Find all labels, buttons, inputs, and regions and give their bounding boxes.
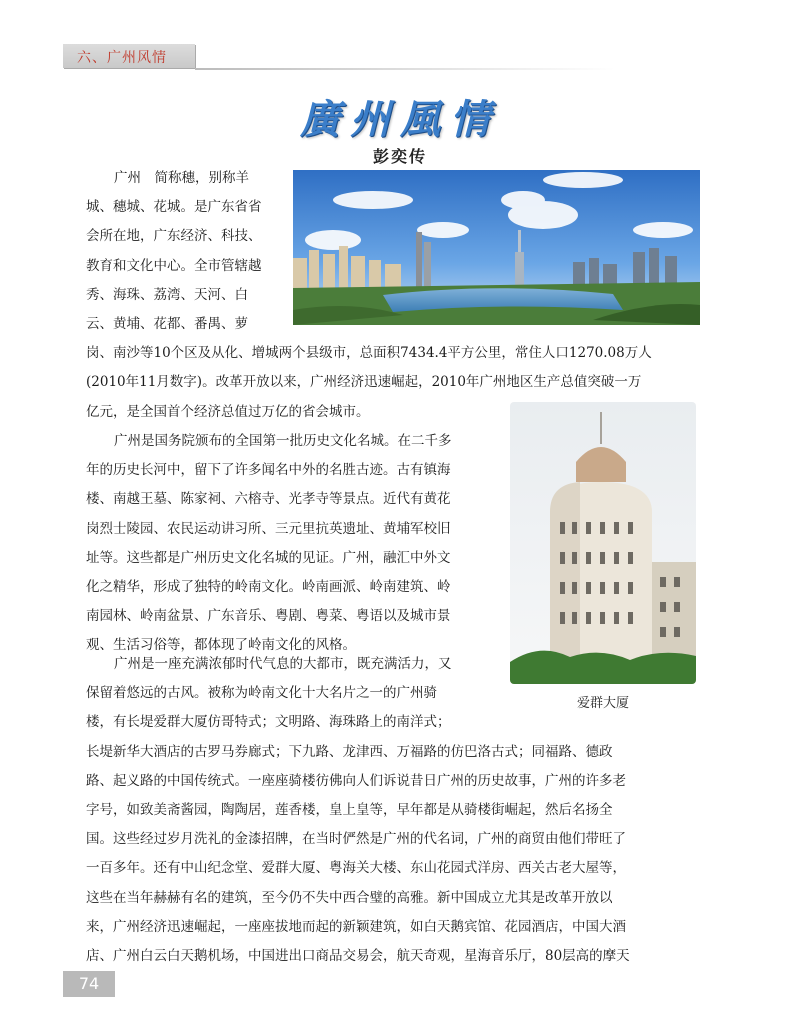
page-number: 74 — [78, 974, 100, 993]
text-line: 这些在当年赫赫有名的建筑，至今仍不失中西合璧的高雅。新中国成立尤其是改革开放以 — [86, 889, 613, 906]
section-tab-label: 六、广州风情 — [77, 50, 167, 66]
article-paragraph-2 — [86, 427, 452, 661]
section-tab — [63, 44, 195, 68]
text-line: 址等。这些都是广州历史文化名城的见证。广州，融汇中外文 — [86, 549, 451, 566]
text-line: 广州是国务院颁布的全国第一批历史文化名城。在二千多 — [114, 433, 452, 449]
text-line: 国。这些经过岁月洗礼的金漆招牌，在当时俨然是广州的代名词，广州的商贸由他们带旺了 — [86, 831, 626, 848]
page-number-badge — [63, 971, 115, 997]
text-line: 化之精华，形成了独特的岭南文化。岭南画派、岭南建筑、岭 — [86, 578, 451, 595]
text-line: 会所在地，广东经济、科技、 — [86, 228, 262, 245]
text-line: 岗烈士陵园、农民运动讲习所、三元里抗英遗址、黄埔军校旧 — [86, 520, 451, 537]
text-line: 亿元，是全国首个经济总值过万亿的省会城市。 — [86, 403, 370, 420]
text-line: 路、起义路的中国传统式。一座座骑楼彷佛向人们诉说昔日广州的历史故事，广州的许多老 — [86, 772, 626, 789]
text-line: 城、穗城、花城。是广东省省 — [86, 199, 262, 216]
text-line: 岗、南沙等10个区及从化、增城两个县级市，总面积7434.4平方公里，常住人口1270.08万人 — [86, 345, 652, 362]
text-line: 字号，如致美斋酱园，陶陶居，莲香楼，皇上皇等，早年都是从骑楼街崛起，然后名扬全 — [86, 801, 613, 818]
article-paragraph-3 — [86, 650, 630, 971]
text-line: 云、黄埔、花都、番禺、萝 — [86, 315, 248, 332]
tower-photo-caption: 爱群大厦 — [576, 696, 629, 711]
text-line: 教育和文化中心。全市管辖越 — [86, 257, 262, 274]
text-line: 南园林、岭南盆景、广东音乐、粤剧、粤菜、粤语以及城市景 — [86, 608, 451, 625]
text-line: 一百多年。还有中山纪念堂、爱群大厦、粤海关大楼、东山花园式洋房、西关古老大屋等， — [86, 860, 626, 877]
text-line: 观、生活习俗等，都体现了岭南文化的风格。 — [86, 637, 356, 654]
text-line: 广州 简称穗，别称羊 — [114, 170, 249, 186]
author-name: 彭奕传 — [372, 147, 427, 166]
text-line: 楼，有长堤爱群大厦仿哥特式；文明路、海珠路上的南洋式； — [86, 714, 451, 731]
text-line: 楼、南越王墓、陈家祠、六榕寺、光孝寺等景点。近代有黄花 — [86, 491, 451, 508]
text-line: 年的历史长河中，留下了许多闻名中外的名胜古迹。古有镇海 — [86, 462, 451, 479]
aiqun-building-photo — [510, 402, 696, 684]
text-line: (2010年11月数字)。改革开放以来，广州经济迅速崛起，2010年广州地区生产总值突破一万 — [86, 374, 642, 391]
header-divider — [195, 68, 615, 70]
text-line: 长堤新华大酒店的古罗马券廊式；下九路、龙津西、万福路的仿巴洛古式；同福路、德政 — [86, 743, 613, 760]
page-title: 廣州風情 — [300, 96, 500, 143]
text-line: 秀、海珠、荔湾、天河、白 — [86, 286, 248, 303]
text-line: 保留着悠远的古风。被称为岭南文化十大名片之一的广州骑 — [86, 685, 437, 702]
text-line: 来，广州经济迅速崛起，一座座拔地而起的新颖建筑，如白天鹅宾馆、花园酒店，中国大酒 — [86, 918, 626, 935]
article-paragraph-1 — [86, 164, 652, 427]
text-line: 店、广州白云白天鹅机场，中国进出口商品交易会，航天奇观，星海音乐厅，80层高的摩天 — [86, 947, 630, 964]
text-line: 广州是一座充满浓郁时代气息的大都市，既充满活力，又 — [114, 656, 452, 672]
